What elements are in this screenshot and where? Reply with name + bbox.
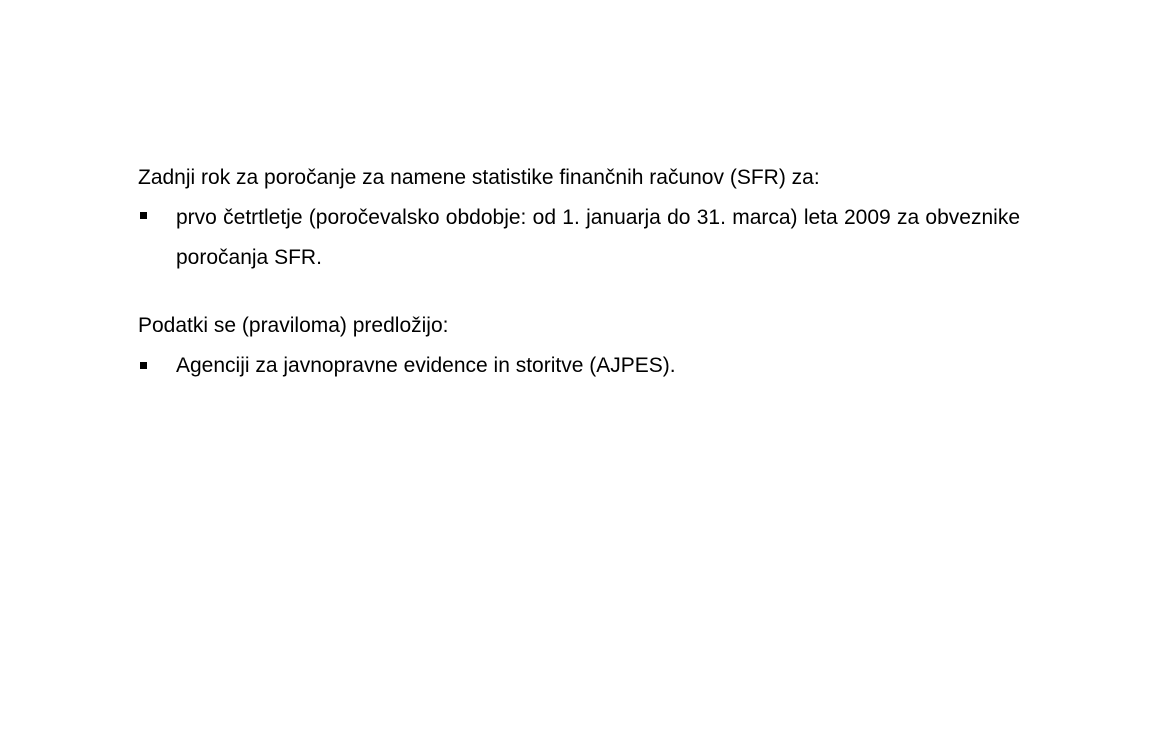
square-bullet-icon <box>140 362 147 369</box>
deadline-intro-paragraph: Zadnji rok za poročanje za namene statistike finančnih računov (SFR) za: <box>138 166 820 189</box>
bullet-item-reporting-period: prvo četrtletje (poročevalsko obdobje: od 1. januarja do 31. marca) leta 2009 za obveznike poročanja SFR. <box>176 206 1020 269</box>
square-bullet-icon <box>140 212 147 219</box>
submission-intro-paragraph: Podatki se (praviloma) predložijo: <box>138 314 449 337</box>
bullet-item-agency: Agenciji za javnopravne evidence in storitve (AJPES). <box>176 354 676 377</box>
